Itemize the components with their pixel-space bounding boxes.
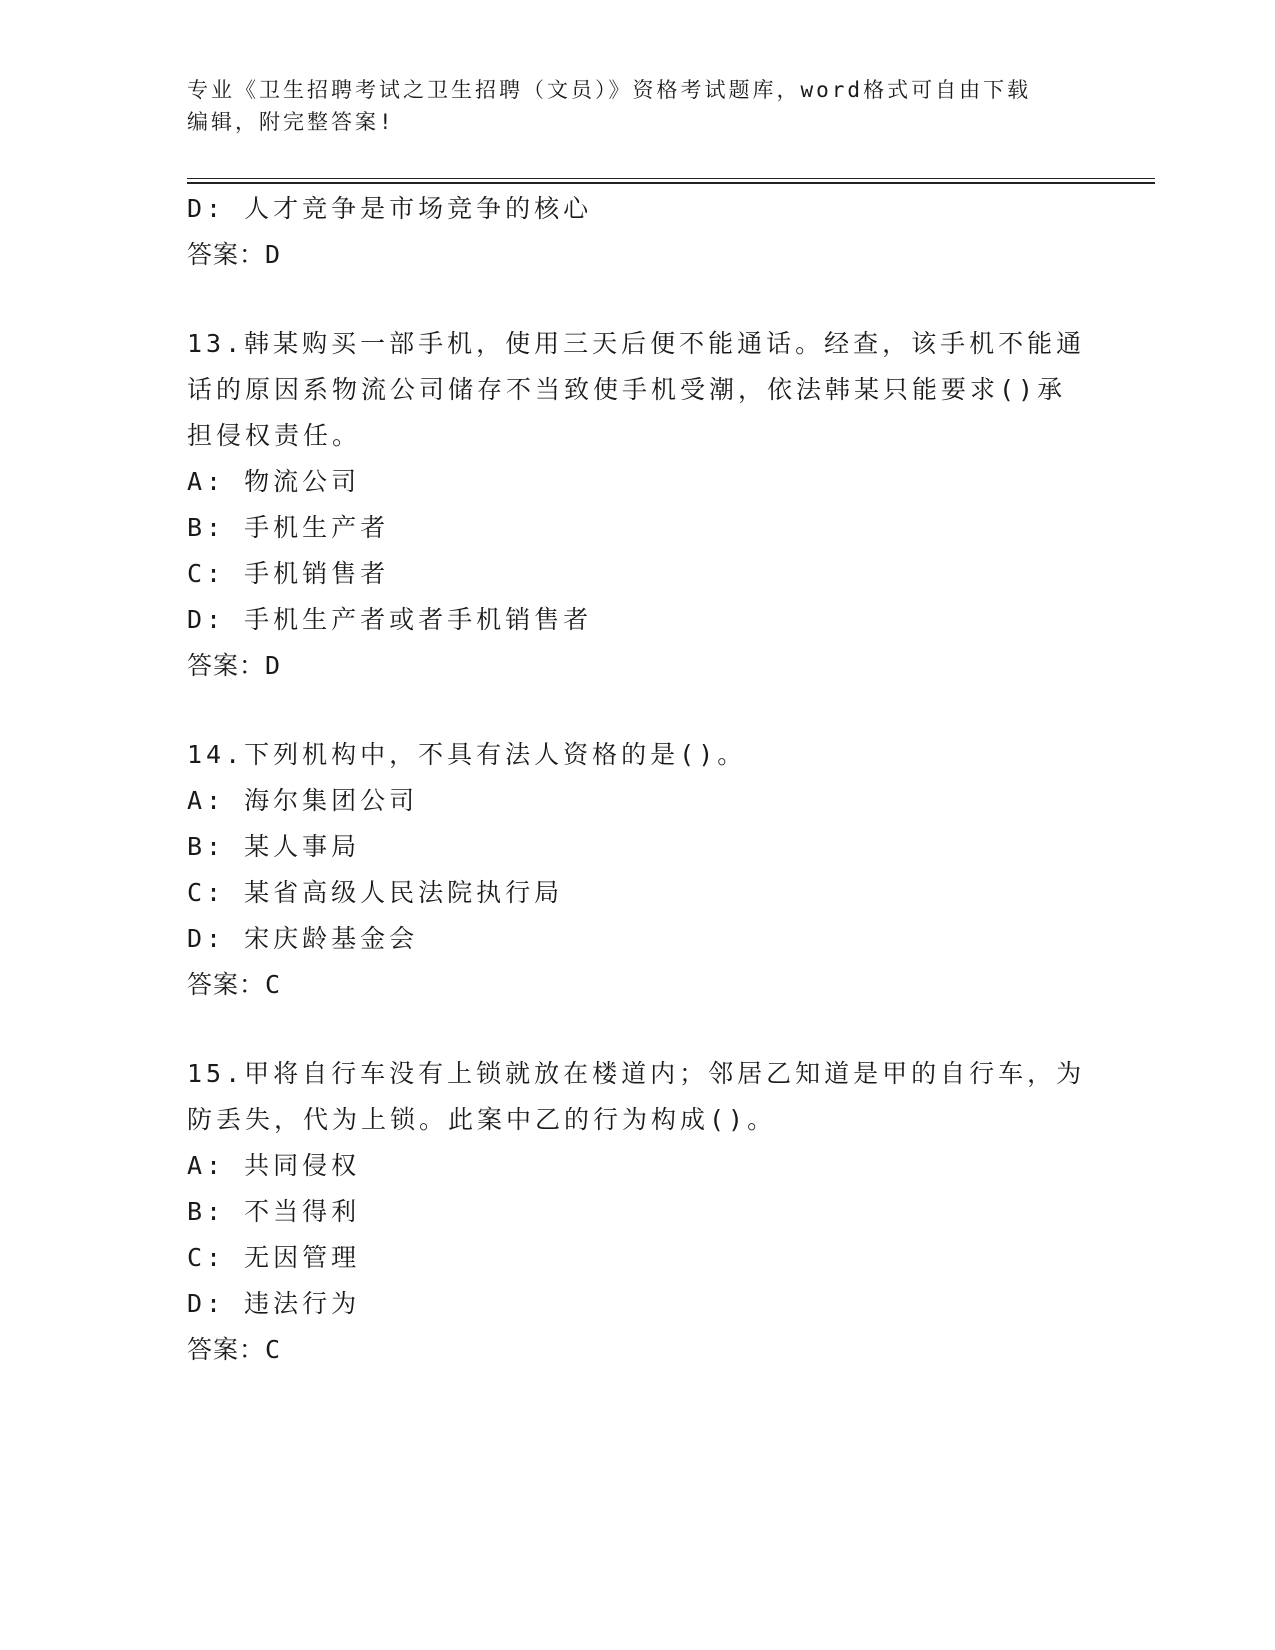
- answer: [187, 962, 1087, 1008]
- option-c: C: 手机销售者: [187, 559, 390, 588]
- option-d: D: 手机生产者或者手机销售者: [187, 605, 593, 634]
- question-stem-line: 担侵权责任。: [187, 421, 362, 450]
- question-stem-line: 话的原因系物流公司储存不当致使手机受潮，依法韩某只能要求()承: [187, 375, 1067, 404]
- question-14: [187, 732, 1087, 1008]
- option-a: A: 海尔集团公司: [187, 786, 419, 815]
- option-a: A: 共同侵权: [187, 1151, 361, 1180]
- question-stem-line: 防丢失，代为上锁。此案中乙的行为构成()。: [187, 1105, 777, 1134]
- answer: [187, 643, 1087, 689]
- header-line-1: 专业《卫生招聘考试之卫生招聘（文员）》资格考试题库，word格式可自由下载: [187, 78, 1032, 102]
- option-c: C: 某省高级人民法院执行局: [187, 878, 564, 907]
- option-b: B: 某人事局: [187, 832, 361, 861]
- spacer: [187, 1008, 1087, 1051]
- answer-label: 答案：: [187, 970, 266, 999]
- option-b: B: 不当得利: [187, 1197, 361, 1226]
- document-header: [187, 74, 1067, 138]
- option-d: D: 宋庆龄基金会: [187, 924, 419, 953]
- option-b: B: 手机生产者: [187, 513, 390, 542]
- answer-value: C: [265, 1335, 282, 1364]
- answer-value: C: [265, 970, 282, 999]
- question-13: [187, 321, 1087, 689]
- question-stem-line: 13.韩某购买一部手机，使用三天后便不能通话。经查，该手机不能通: [187, 329, 1086, 358]
- prev-answer: [187, 232, 1087, 278]
- header-divider-thick: [187, 182, 1155, 184]
- answer-value: D: [265, 651, 282, 680]
- spacer: [187, 278, 1087, 321]
- answer-value: D: [265, 240, 282, 269]
- answer-label: 答案：: [187, 1335, 266, 1364]
- question-stem-line: 14.下列机构中，不具有法人资格的是()。: [187, 740, 747, 769]
- answer: [187, 1327, 1087, 1373]
- question-content: [187, 186, 1087, 1373]
- header-line-2: 编辑，附完整答案!: [187, 110, 395, 134]
- answer-label: 答案：: [187, 651, 266, 680]
- question-15: [187, 1051, 1087, 1373]
- option-d: D: 违法行为: [187, 1289, 361, 1318]
- option-a: A: 物流公司: [187, 467, 361, 496]
- header-divider-thin: [187, 178, 1155, 179]
- option-c: C: 无因管理: [187, 1243, 361, 1272]
- question-stem-line: 15.甲将自行车没有上锁就放在楼道内；邻居乙知道是甲的自行车，为: [187, 1059, 1086, 1088]
- spacer: [187, 689, 1087, 732]
- prev-option-d: D: 人才竞争是市场竞争的核心: [187, 194, 593, 223]
- answer-label: 答案：: [187, 240, 266, 269]
